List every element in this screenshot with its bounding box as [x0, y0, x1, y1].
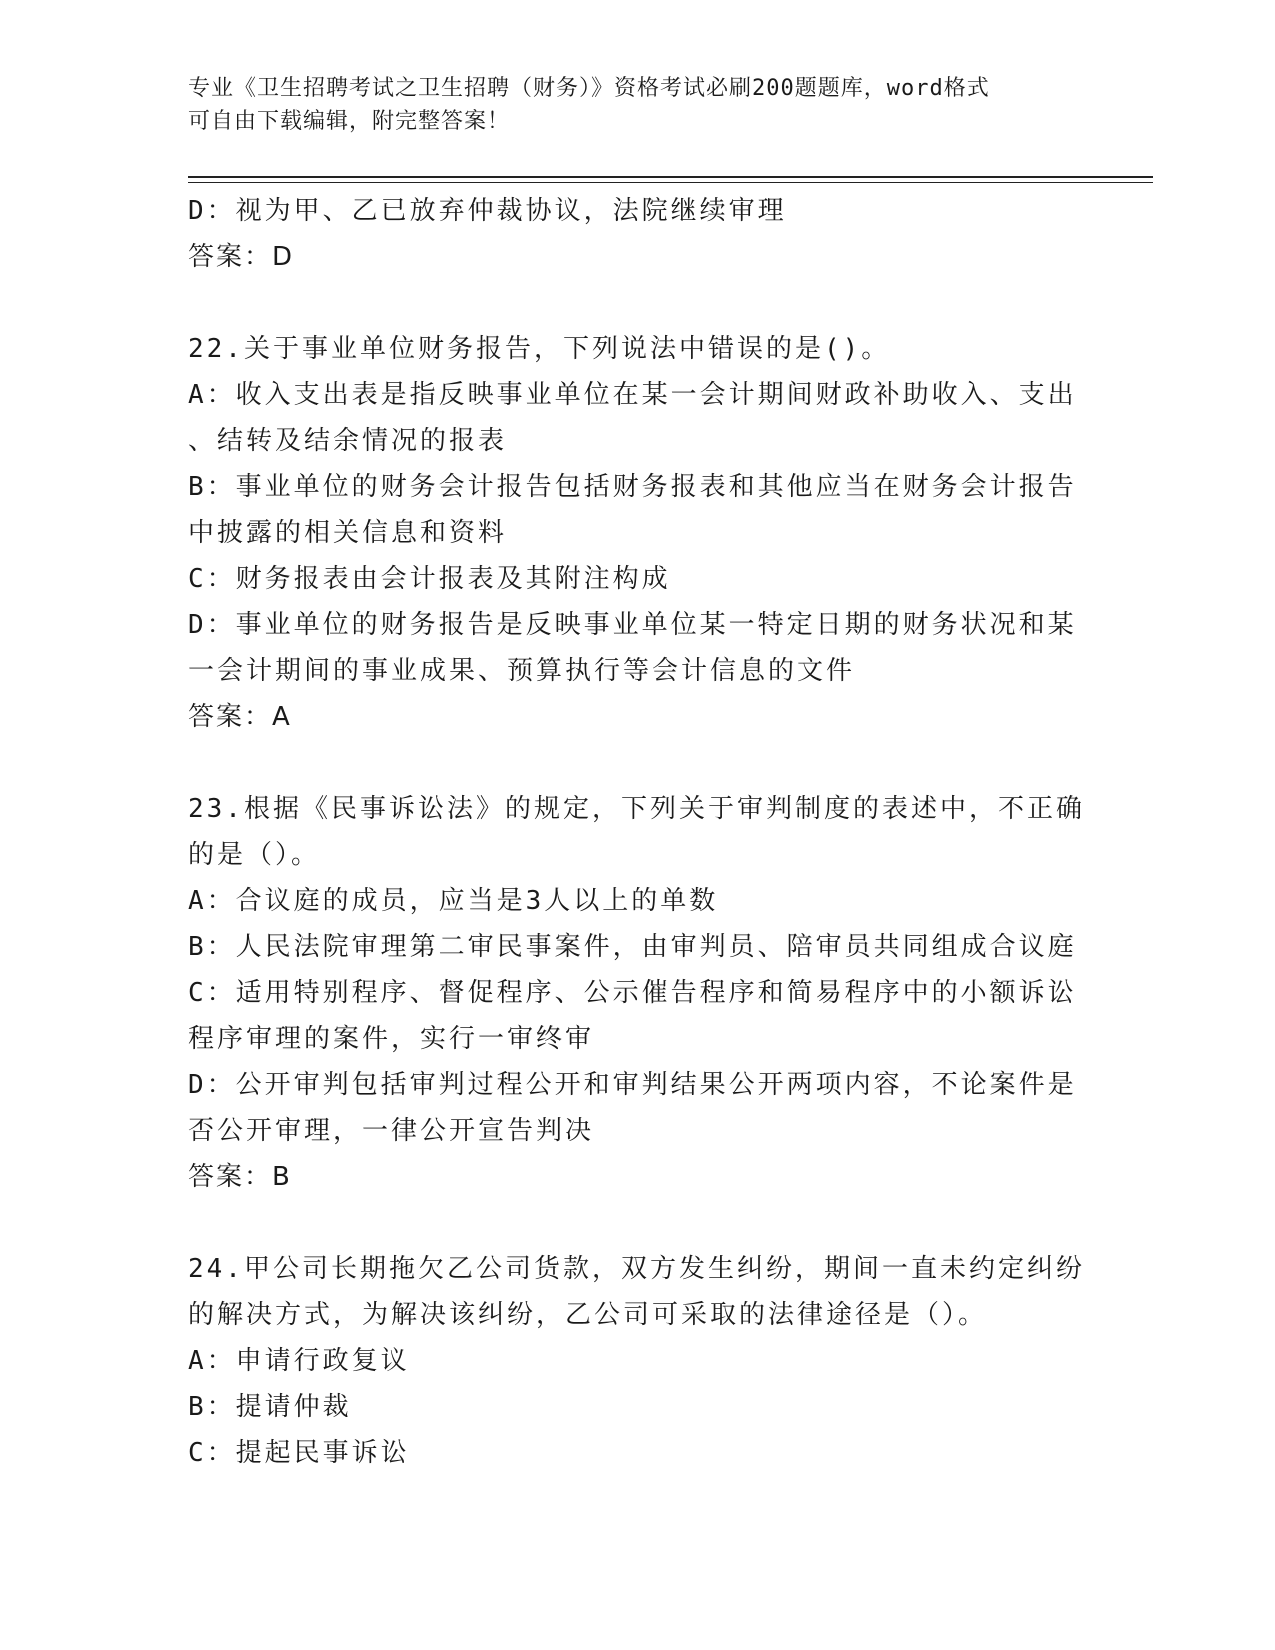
question-stem: 22.关于事业单位财务报告，下列说法中错误的是()。 — [188, 334, 891, 364]
header-line-2: 可自由下载编辑，附完整答案！ — [188, 109, 511, 134]
option-a: A：合议庭的成员，应当是3人以上的单数 — [188, 886, 719, 916]
question-stem: 23.根据《民事诉讼法》的规定，下列关于审判制度的表述中，不正确 — [188, 794, 1085, 824]
option-a-cont: 、结转及结余情况的报表 — [188, 426, 508, 456]
option-a: A：申请行政复议 — [188, 1346, 410, 1376]
question-stem-cont: 的是（）。 — [188, 840, 321, 870]
answer-line: 答案：B — [188, 1162, 292, 1192]
question-stem-cont: 的解决方式，为解决该纠纷，乙公司可采取的法律途径是（）。 — [188, 1300, 988, 1330]
answer-line: 答案：D — [188, 242, 295, 272]
option-c: C：适用特别程序、督促程序、公示催告程序和简易程序中的小额诉讼 — [188, 978, 1077, 1008]
option-c-cont: 程序审理的案件，实行一审终审 — [188, 1024, 595, 1054]
header-divider-thick — [188, 176, 1153, 178]
option-a: A：收入支出表是指反映事业单位在某一会计期间财政补助收入、支出 — [188, 380, 1077, 410]
option-d-cont: 否公开审理，一律公开宣告判决 — [188, 1116, 595, 1146]
option-b: B：事业单位的财务会计报告包括财务报表和其他应当在财务会计报告 — [188, 472, 1077, 502]
spacer — [188, 1200, 1078, 1246]
spacer — [188, 740, 1078, 786]
option-b: B：提请仲裁 — [188, 1392, 352, 1422]
header-divider-thin — [188, 182, 1153, 183]
question-21-tail — [188, 188, 1078, 280]
document-header — [188, 72, 1078, 138]
option-b: B：人民法院审理第二审民事案件，由审判员、陪审员共同组成合议庭 — [188, 932, 1077, 962]
option-d: D：视为甲、乙已放弃仲裁协议，法院继续审理 — [188, 196, 787, 226]
answer-line: 答案：A — [188, 702, 292, 732]
option-d: D：事业单位的财务报告是反映事业单位某一特定日期的财务状况和某 — [188, 610, 1077, 640]
option-d: D：公开审判包括审判过程公开和审判结果公开两项内容，不论案件是 — [188, 1070, 1077, 1100]
option-c: C：提起民事诉讼 — [188, 1438, 410, 1468]
question-22 — [188, 326, 1078, 740]
option-b-cont: 中披露的相关信息和资料 — [188, 518, 508, 548]
question-23 — [188, 786, 1085, 1200]
question-stem: 24.甲公司长期拖欠乙公司货款，双方发生纠纷，期间一直未约定纠纷 — [188, 1254, 1085, 1284]
header-line-1: 专业《卫生招聘考试之卫生招聘（财务）》资格考试必刷200题题库，word格式 — [188, 76, 990, 101]
option-d-cont: 一会计期间的事业成果、预算执行等会计信息的文件 — [188, 656, 856, 686]
spacer — [188, 280, 1078, 326]
document-body — [188, 188, 1085, 1476]
option-c: C：财务报表由会计报表及其附注构成 — [188, 564, 671, 594]
question-24 — [188, 1246, 1085, 1476]
